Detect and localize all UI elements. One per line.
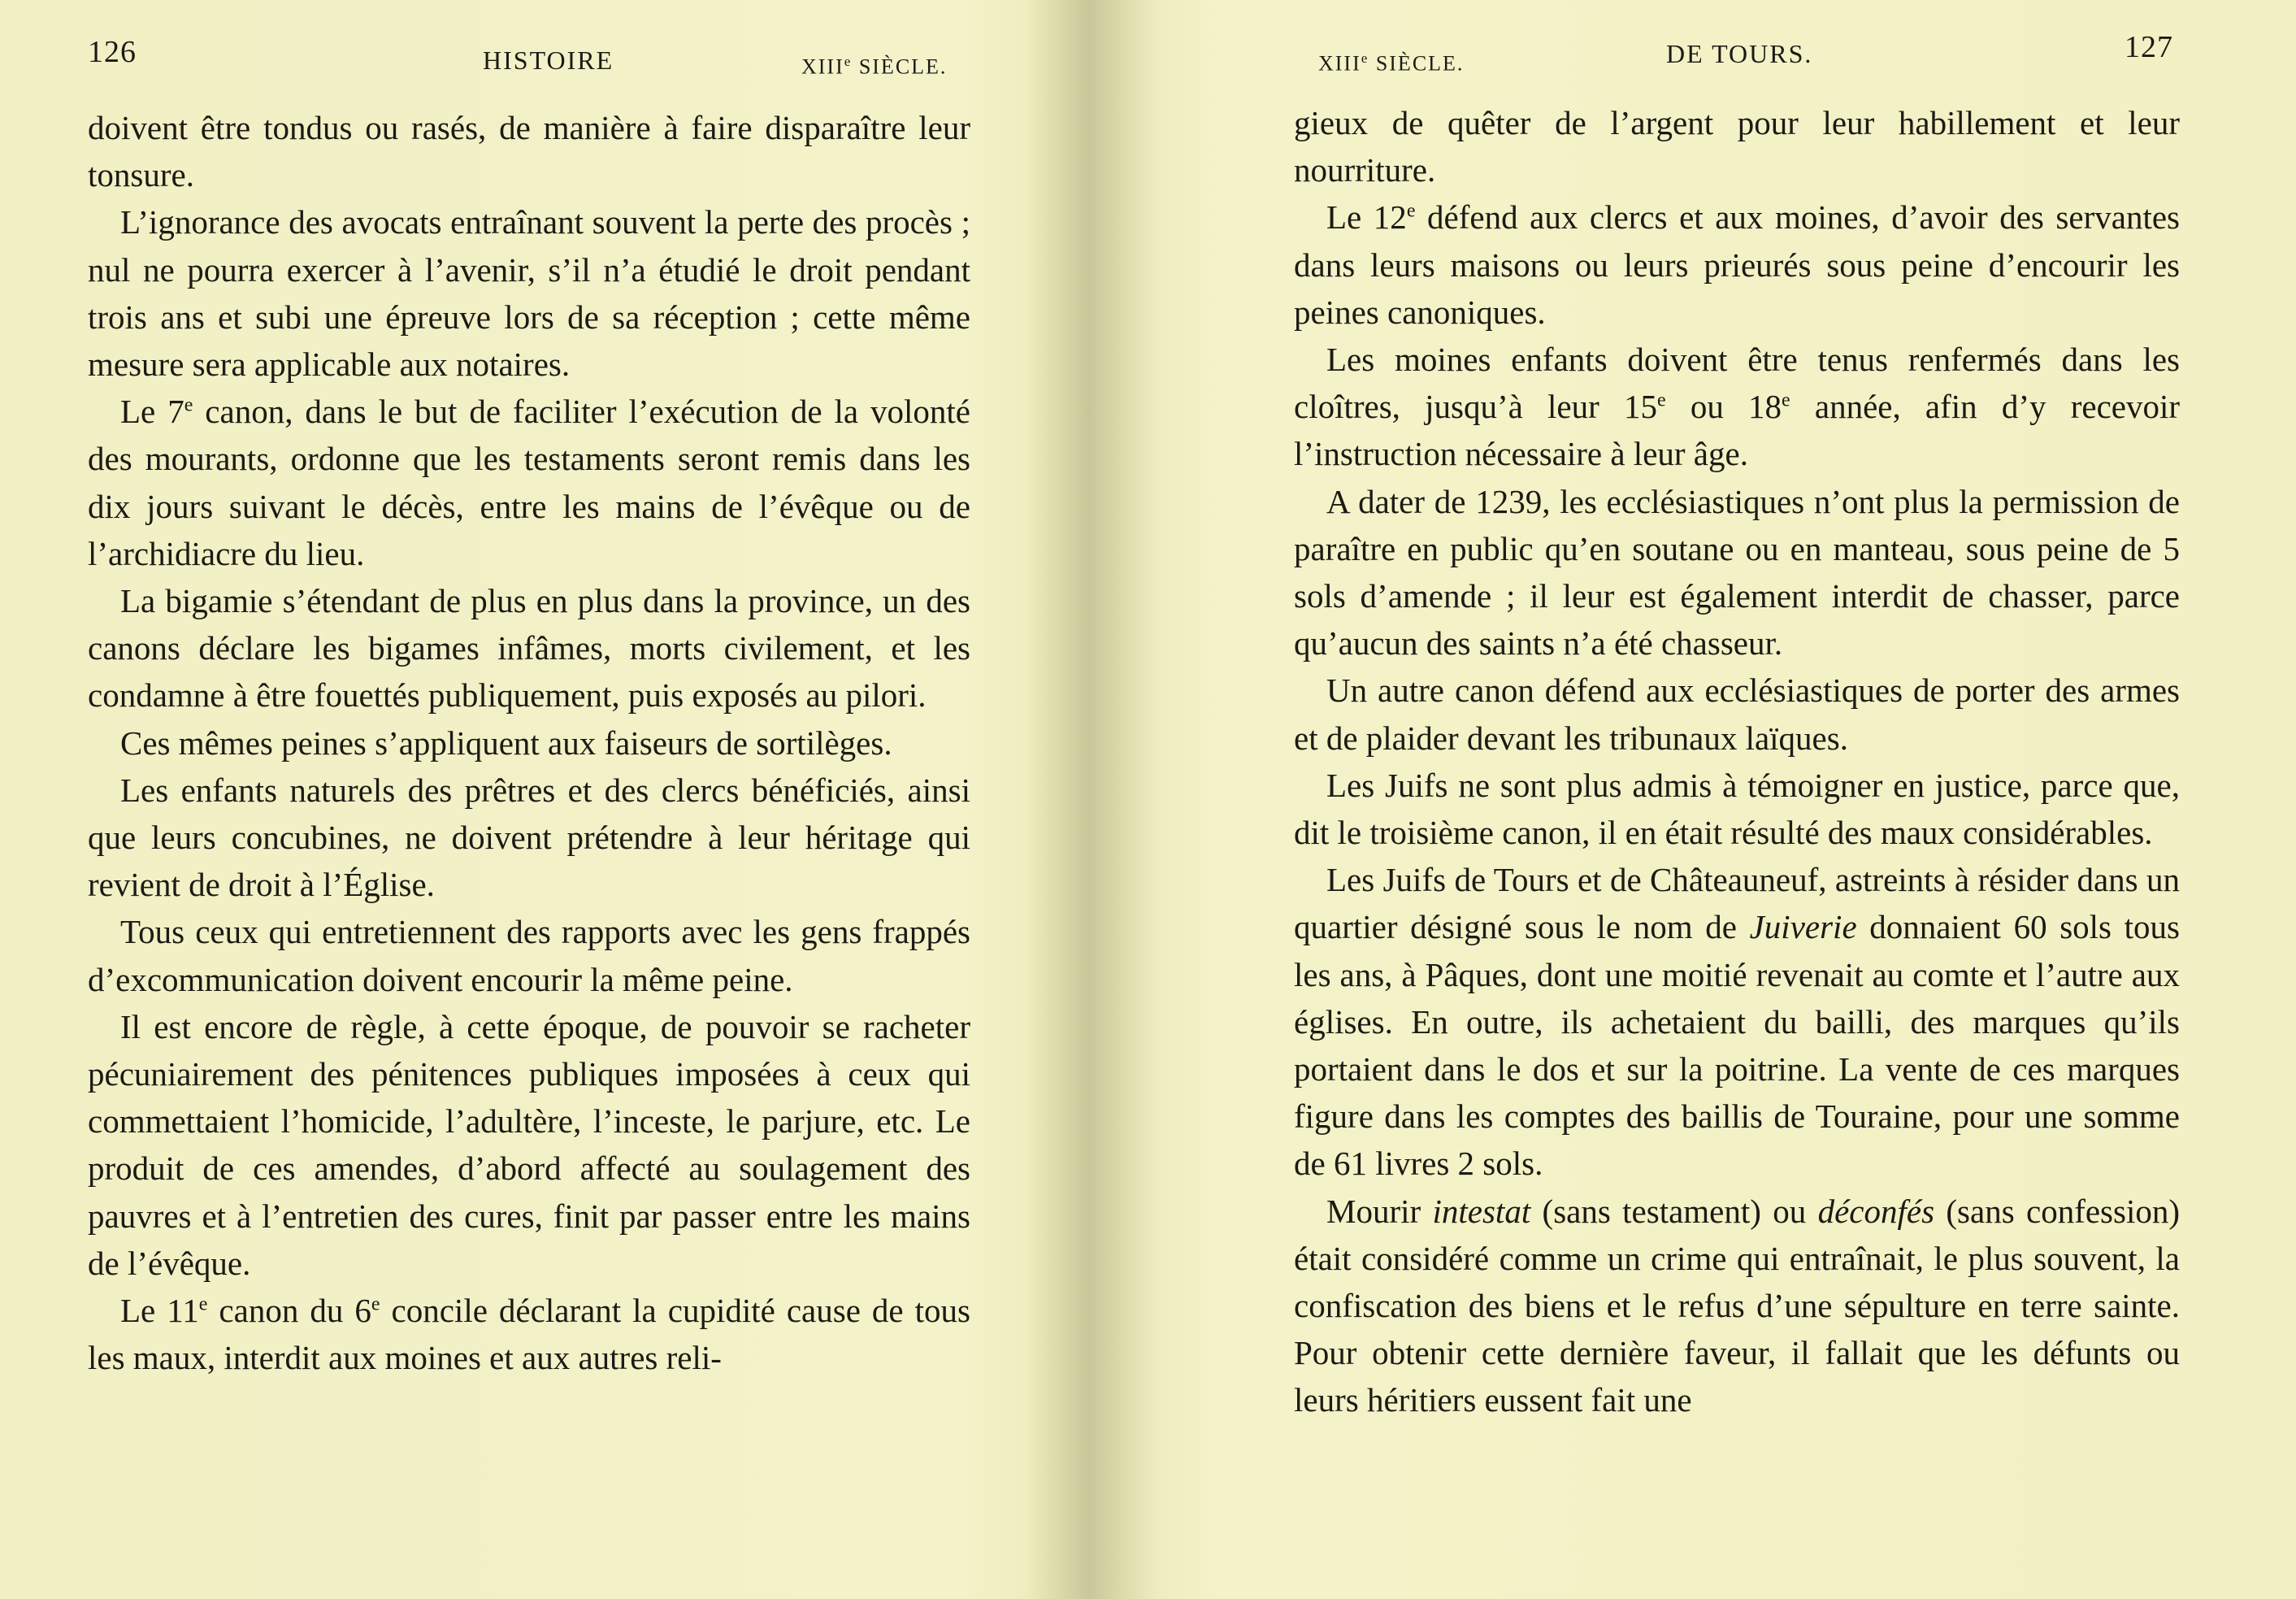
right-text-block xyxy=(1294,99,2180,1424)
paragraph: A dater de 1239, les ecclésiastiques n’ont plus la permission de paraître en public qu’en soutane ou en manteau, sous peine de 5 sols d’amende ; il leur est également interdit de chasser, parce qu’aucun des saints n’a été chasseur. xyxy=(1294,482,2180,663)
paragraph: Il est encore de règle, à cette époque, de pouvoir se racheter pécuniairement des pénitences publiques imposées à ceux qui commettaient l’homicide, l’adultère, l’inceste, le parjure, etc. Le produit de ces amendes, d’abord affecté au soulagement des pauvres et à l’entretien des cures, finit par passer entre les mains de l’évêque. xyxy=(88,1007,970,1282)
right-running-title: DE TOURS. xyxy=(1666,39,1813,68)
left-running-title: HISTOIRE xyxy=(483,46,614,75)
left-page-number: 126 xyxy=(88,35,137,69)
right-running-head xyxy=(1138,31,2296,80)
paragraph: gieux de quêter de l’argent pour leur habillement et leur nourriture. xyxy=(1294,104,2180,189)
right-century-label: XIIIe SIÈCLE. xyxy=(1318,50,1465,76)
left-page xyxy=(0,0,1113,1599)
paragraph: Les moines enfants doivent être tenus renfermés dans les cloîtres, jusqu’à leur 15e ou 18e année, afin d’y recevoir l’instruction nécessaire à leur âge. xyxy=(1294,341,2181,473)
right-page-number: 127 xyxy=(2125,30,2173,64)
paragraph: Un autre canon défend aux ecclésiastiques de porter des armes et de plaider devant les tribunaux laïques. xyxy=(1294,671,2180,757)
left-text-block xyxy=(88,104,970,1381)
paragraph: Le 11e canon du 6e concile déclarant la cupidité cause de tous les maux, interdit aux moines et aux autres reli- xyxy=(88,1292,970,1377)
paragraph: Mourir intestat (sans testament) ou déconfés (sans confession) était considéré comme un crime qui entraînait, le plus souvent, la confiscation des biens et le refus d’une sépulture en terre sainte. Pour obtenir cette dernière faveur, il fallait que les défunts ou leurs héritiers eussent fait une xyxy=(1294,1192,2181,1419)
paragraph: L’ignorance des avocats entraînant souvent la perte des procès ; nul ne pourra exercer à l’avenir, s’il n’a étudié le droit pendant trois ans et subi une épreuve lors de sa réception ; cette même mesure sera applicable aux notaires. xyxy=(88,203,970,384)
paragraph: La bigamie s’étendant de plus en plus dans la province, un des canons déclare les bigames infâmes, morts civilement, et les condamne à être fouettés publiquement, puis exposés au pilori. xyxy=(88,582,970,715)
paragraph: Les Juifs de Tours et de Châteauneuf, astreints à résider dans un quartier désigné sous le nom de Juiverie donnaient 60 sols tous les ans, à Pâques, dont une moitié revenait au comte et l’autre aux églises. En outre, ils achetaient du bailli, des marques qu’ils portaient dans le dos et sur la poitrine. La vente de ces marques figure dans les comptes des baillis de Touraine, pour une somme de 61 livres 2 sols. xyxy=(1294,861,2180,1183)
paragraph: Les enfants naturels des prêtres et des clercs bénéficiés, ainsi que leurs concubines, ne doivent prétendre à leur héritage qui revient de droit à l’Église. xyxy=(88,771,970,904)
paragraph: Le 12e défend aux clercs et aux moines, d’avoir des servantes dans leurs maisons ou leurs prieurés sous peine d’encourir les peines canoniques. xyxy=(1294,198,2180,331)
paragraph: Tous ceux qui entretiennent des rapports avec les gens frappés d’excommunication doivent encourir la même peine. xyxy=(88,913,970,998)
left-running-head xyxy=(0,31,1113,80)
paragraph: Ces mêmes peines s’appliquent aux faiseurs de sortilèges. xyxy=(120,723,892,762)
paragraph: doivent être tondus ou rasés, de manière à faire disparaître leur tonsure. xyxy=(88,109,970,194)
left-century-label: XIIIe SIÈCLE. xyxy=(801,54,948,79)
paragraph: Les Juifs ne sont plus admis à témoigner en justice, parce que, dit le troisième canon, il en était résulté des maux considérables. xyxy=(1294,766,2180,852)
paragraph: Le 7e canon, dans le but de faciliter l’exécution de la volonté des mourants, ordonne que les testaments seront remis dans les dix jours suivant le décès, entre les mains de l’évêque ou de l’archidiacre du lieu. xyxy=(88,393,970,572)
right-page xyxy=(1138,0,2296,1599)
